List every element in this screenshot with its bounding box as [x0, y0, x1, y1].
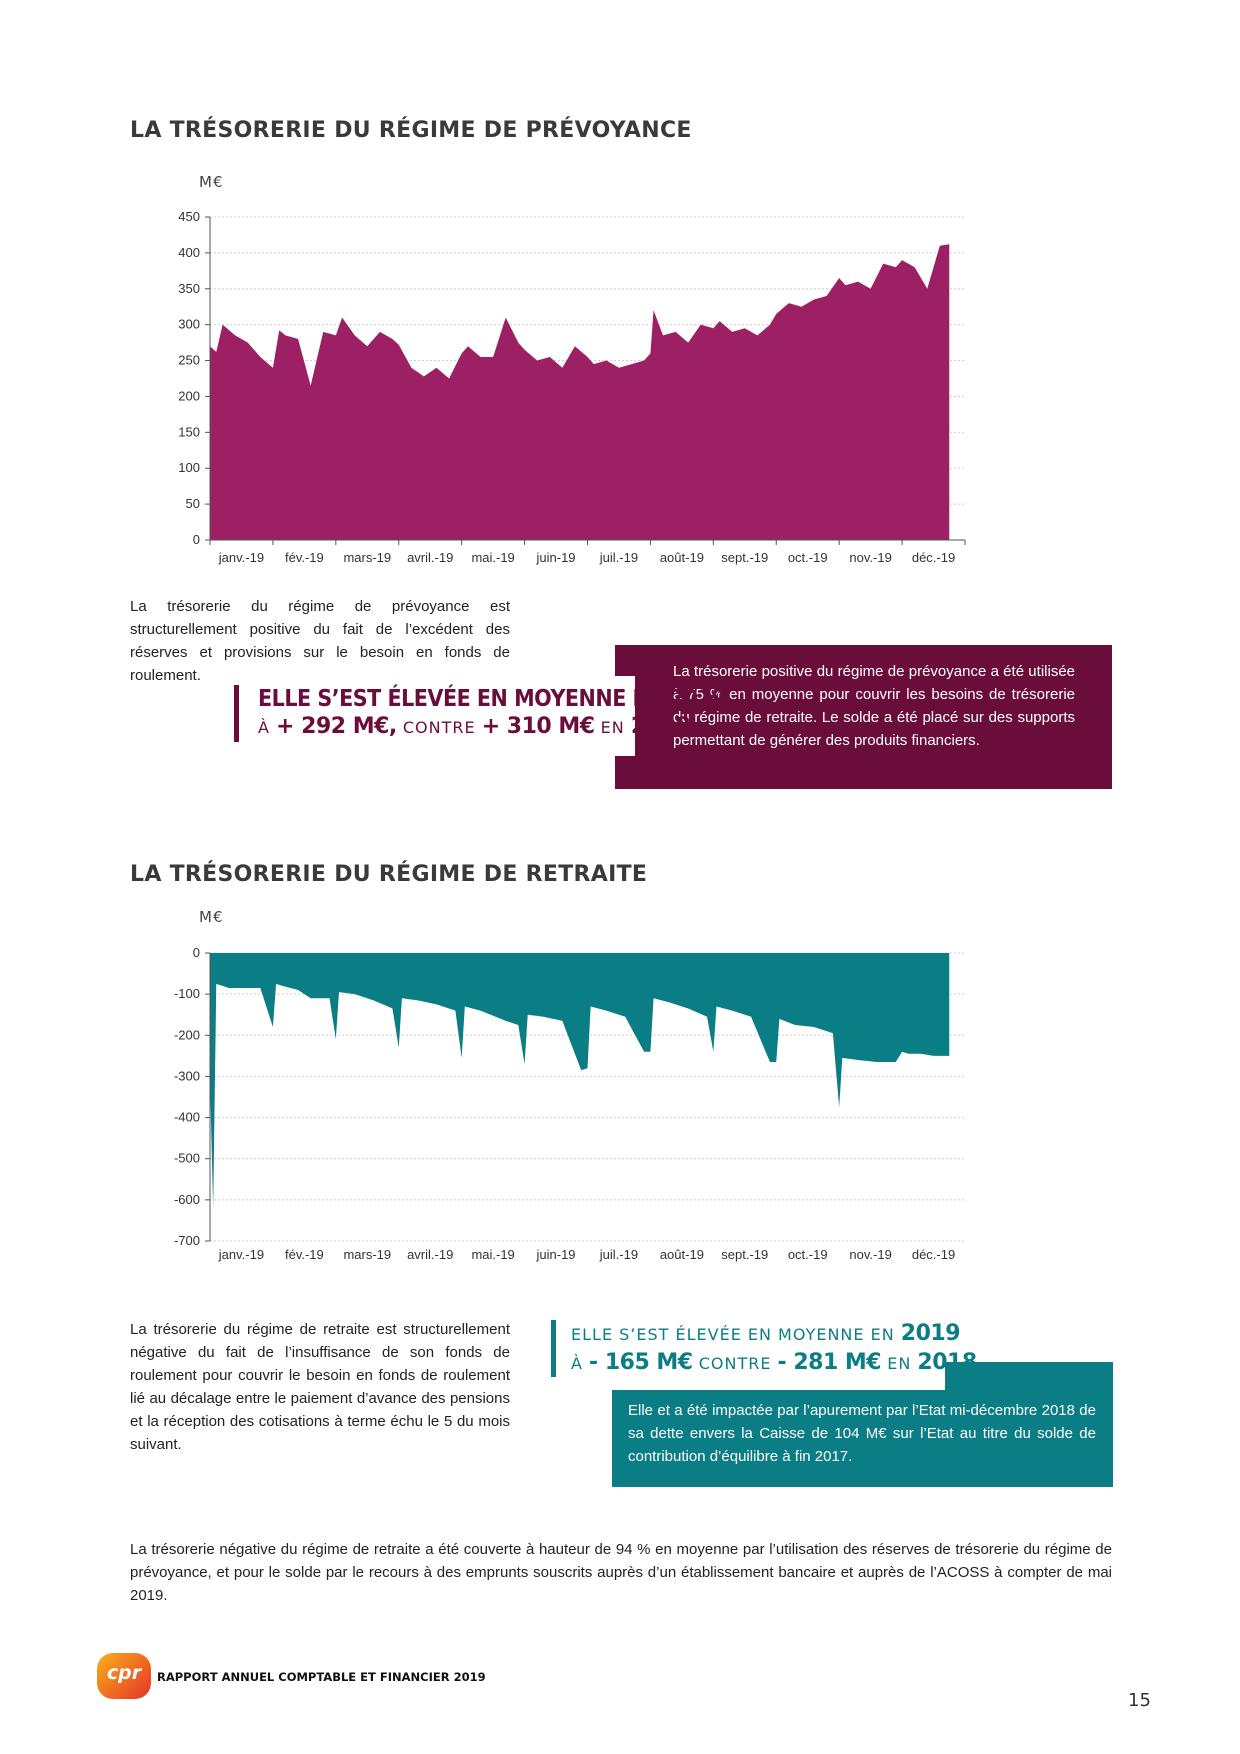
x-tick-label: sept.-19: [721, 550, 769, 565]
paragraph-bottom: La trésorerie négative du régime de retraite a été couverte à hauteur de 94 % en moyenne par l’utilisation des réserves de trésorerie du régime de prévoyance, et pour le solde par le recours à des emprunts souscrits auprès d’un établissement bancaire et auprès de l’ACOSS à compter de mai 2019.: [130, 1541, 1112, 1604]
callout-a: À: [258, 718, 270, 737]
callout-value-2019: + 292 M€,: [276, 714, 397, 739]
y-tick-label: 350: [178, 280, 200, 296]
x-tick-label: mars-19: [343, 550, 392, 565]
y-tick-label: 100: [178, 460, 200, 476]
callout-en: EN: [887, 1354, 912, 1373]
callout-retraite-values: [571, 1350, 984, 1375]
chart-prevoyance: [150, 200, 970, 580]
y-tick-label: 300: [178, 316, 200, 332]
chart-prevoyance-svg: [150, 200, 970, 580]
x-tick-label: nov.-19: [849, 1247, 892, 1262]
x-tick-label: juil.-19: [599, 1247, 639, 1262]
chart-retraite: [150, 935, 970, 1280]
x-tick-label: janv.-19: [218, 1247, 265, 1262]
x-tick-label: août-19: [659, 1247, 704, 1262]
callout-a: À: [571, 1354, 583, 1373]
callout-contre: CONTRE: [402, 718, 476, 737]
callout-en: EN: [600, 718, 625, 737]
y-tick-label: -200: [173, 1027, 200, 1043]
y-tick-label: 400: [178, 244, 200, 260]
x-tick-label: mai.-19: [471, 1247, 515, 1262]
callout-retraite-headline: [571, 1321, 960, 1346]
x-tick-label: sept.-19: [721, 1247, 769, 1262]
section-title-prevoyance: LA TRÉSORERIE DU RÉGIME DE PRÉVOYANCE: [130, 118, 692, 143]
y-tick-label: 250: [178, 352, 200, 368]
x-tick-label: mai.-19: [471, 550, 515, 565]
x-tick-label: fév.-19: [284, 550, 324, 565]
callout-year: 2018.: [917, 1350, 985, 1375]
x-tick-label: fév.-19: [284, 1247, 324, 1262]
x-tick-label: déc.-19: [911, 1247, 956, 1262]
x-tick-label: août-19: [659, 550, 704, 565]
y-tick-label: 450: [178, 209, 200, 224]
callout-year: 2018.: [630, 714, 698, 739]
x-tick-label: janv.-19: [218, 550, 265, 565]
callout-value-2019: - 165 M€: [589, 1350, 693, 1375]
x-tick-label: oct.-19: [787, 1247, 828, 1262]
y-tick-label: -300: [173, 1068, 200, 1084]
callout-accent-bar: [551, 1320, 556, 1377]
callout-value-2018: + 310 M€: [481, 714, 595, 739]
callout-accent-bar: [234, 685, 239, 742]
footer-report-title: RAPPORT ANNUEL COMPTABLE ET FINANCIER 2019: [157, 1670, 486, 1684]
callout-value-2018: - 281 M€: [777, 1350, 882, 1375]
y-tick-label: 0: [192, 532, 200, 547]
callout-headline-text: ELLE S’EST ÉLEVÉE EN MOYENNE EN: [571, 1325, 895, 1344]
x-tick-label: juil.-19: [599, 550, 639, 565]
y-tick-label: -700: [173, 1233, 200, 1248]
area-series: [210, 953, 949, 1208]
callout-contre: CONTRE: [698, 1354, 772, 1373]
y-tick-label: -500: [173, 1150, 200, 1166]
page-number: 15: [1128, 1690, 1151, 1711]
y-tick-label: -400: [173, 1109, 200, 1125]
x-tick-label: juin-19: [536, 550, 576, 565]
callout-prevoyance-values: [258, 714, 698, 739]
y-tick-label: 200: [178, 388, 200, 404]
y-tick-label: -100: [173, 986, 200, 1002]
chart-unit-label: M€: [199, 173, 224, 191]
callout-prevoyance: [230, 676, 726, 756]
paragraph-prevoyance: La trésorerie du régime de prévoyance est structurellement positive du fait de l’excédent des réserves et provisions sur le besoin en fonds de roulement.: [130, 598, 510, 684]
x-tick-label: avril.-19: [407, 1247, 454, 1262]
chart-retraite-svg: [150, 935, 970, 1280]
y-tick-label: 50: [185, 496, 200, 512]
cpr-logo-text: cpr: [106, 1662, 142, 1684]
chart-unit-label: M€: [199, 908, 224, 926]
callout-headline-year: 2019: [900, 1321, 960, 1346]
y-tick-label: 150: [178, 424, 200, 440]
x-tick-label: mars-19: [343, 1247, 392, 1262]
x-tick-label: oct.-19: [787, 550, 828, 565]
x-tick-label: avril.-19: [407, 550, 454, 565]
info-box-prevoyance-text: La trésorerie positive du régime de prévoyance a été utilisée à 75 % en moyenne pour couvrir les besoins de trésorerie du régime de retraite. Le solde a été placé sur des supports permettant de générer des produits financiers.: [673, 663, 1075, 749]
info-box-retraite-text: Elle et a été impactée par l’apurement par l’Etat mi-décembre 2018 de sa dette envers la Caisse de 104 M€ sur l’Etat au titre du solde de contribution d’équilibre à fin 2017.: [628, 1402, 1096, 1465]
callout-retraite: [545, 1312, 985, 1390]
callout-prevoyance-headline: ELLE S’EST ÉLEVÉE EN MOYENNE EN 2019: [258, 686, 726, 712]
cpr-logo: [97, 1653, 151, 1699]
y-tick-label: -600: [173, 1191, 200, 1207]
y-tick-label: 0: [192, 945, 200, 960]
x-tick-label: juin-19: [536, 1247, 576, 1262]
x-tick-label: nov.-19: [849, 550, 892, 565]
section-title-retraite: LA TRÉSORERIE DU RÉGIME DE RETRAITE: [130, 862, 648, 887]
paragraph-retraite: La trésorerie du régime de retraite est structurellement négative du fait de l’insuffisance de son fonds de roulement pour couvrir le besoin en fonds de roulement lié au décalage entre le paiement d’avance des pensions et la réception des cotisations à terme échu le 5 du mois suivant.: [130, 1321, 510, 1453]
x-tick-label: déc.-19: [911, 550, 956, 565]
